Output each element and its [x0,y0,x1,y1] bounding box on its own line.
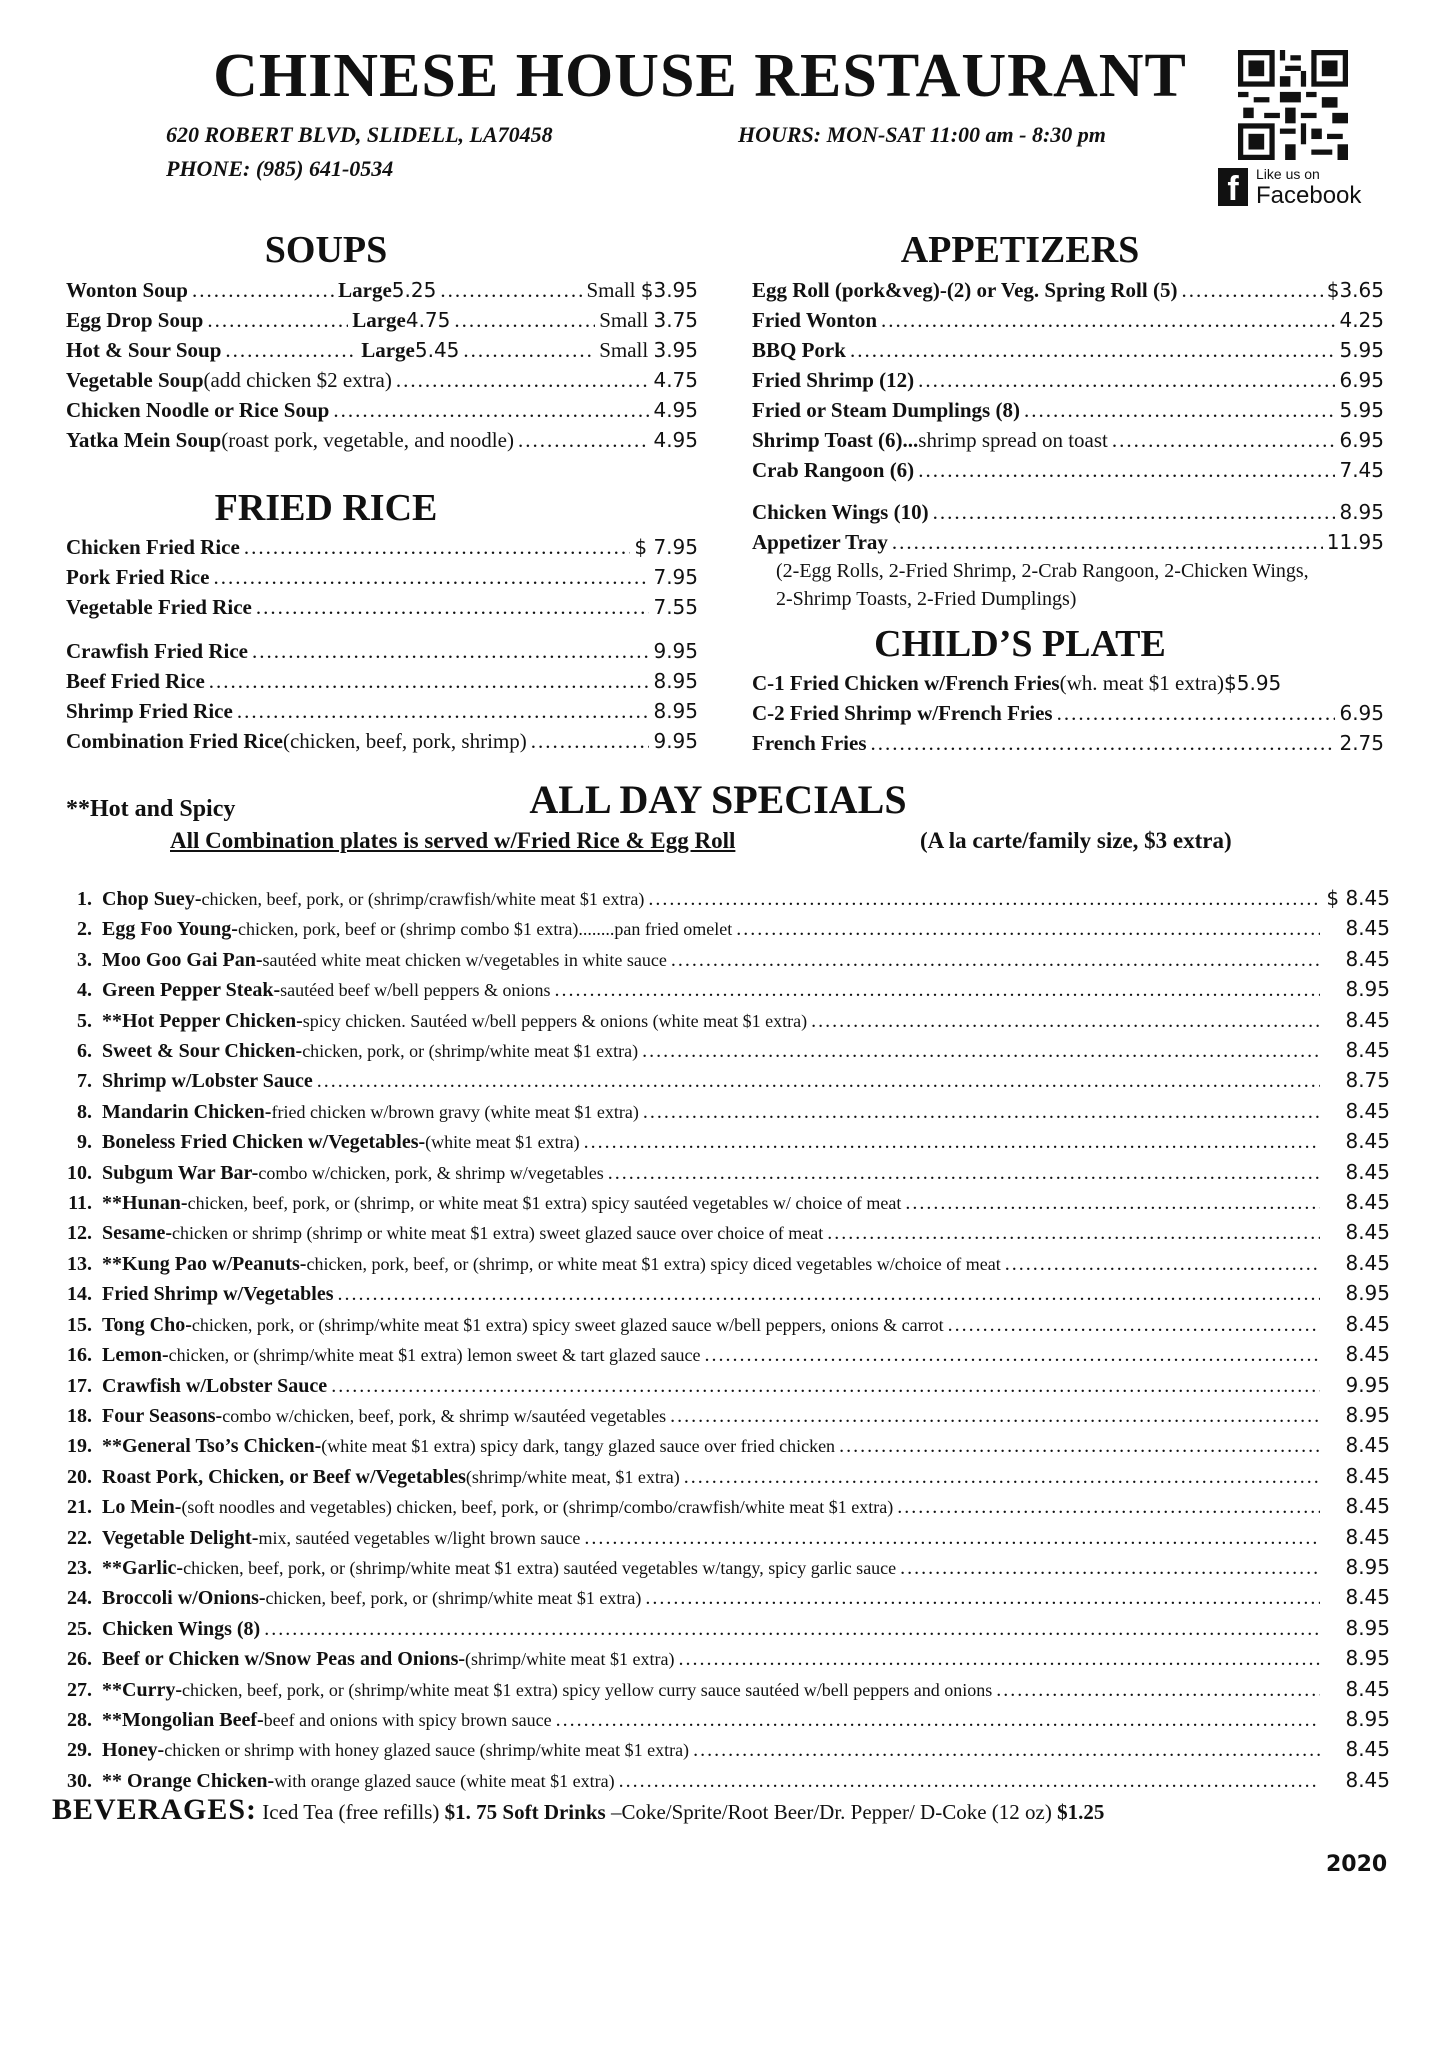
item-desc: chicken or shrimp (shrimp or white meat $1 extra) sweet glazed sauce over choice of meat [171,1223,824,1244]
large-label: Large [338,278,392,302]
item-number: 24. [67,1587,92,1610]
item-price: 9.95 [653,729,698,753]
beverages-title: BEVERAGES: [52,1793,258,1826]
item-price: 8.75 [1345,1068,1390,1093]
item-price: 8.45 [1345,1220,1390,1245]
item-name: Lo Mein- [102,1496,182,1519]
list-item [30,1735,1390,1765]
item-price: 8.95 [1345,1402,1390,1427]
list-item [66,395,698,425]
item-price: 8.45 [1345,1007,1390,1032]
item-number: 21. [67,1496,92,1519]
item-name: Subgum War Bar- [102,1161,259,1184]
item-price: 8.95 [1345,977,1390,1002]
small-label: Small [586,278,636,302]
item-number: 27. [67,1678,92,1701]
item-desc: fried chicken w/brown gravy (white meat $1 extra) [271,1101,639,1122]
item-price: 8.45 [1345,1098,1390,1123]
item-name: Egg Foo Young- [102,918,238,941]
item-name: Egg Drop Soup [66,308,204,332]
item-number: 26. [67,1648,92,1671]
list-item [30,1644,1390,1674]
large-price: 5.25 [391,278,437,302]
iced-tea: Iced Tea (free refills) [257,1800,445,1824]
list-item [30,1036,1390,1066]
item-price: $ 8.45 [1326,886,1390,910]
facebook-icon[interactable]: f [1218,168,1248,206]
list-item [66,726,698,756]
item-name: **Hot Pepper Chicken- [102,1009,303,1032]
item-name: **Kung Pao w/Peanuts- [102,1252,307,1275]
item-number: 5. [77,1009,92,1032]
item-price: 6.95 [1339,701,1384,725]
list-item [66,592,698,622]
list-item [66,666,698,696]
item-number: 15. [67,1313,92,1336]
item-price: 7.55 [653,595,698,619]
list-item [30,1218,1390,1248]
item-price: $ 7.95 [634,535,698,559]
item-desc: chicken or shrimp with honey glazed sauce (shrimp/white meat $1 extra) [164,1740,690,1761]
item-desc: chicken, or (shrimp/white meat $1 extra) lemon sweet & tart glazed sauce [168,1345,701,1366]
menu-year: 2020 [1326,1852,1388,1877]
item-number: 2. [77,918,92,941]
list-item [66,562,698,592]
item-name: Fried or Steam Dumplings (8) [752,398,1020,422]
item-number: 6. [77,1040,92,1063]
list-item [752,455,1384,485]
item-price: 7.45 [1339,458,1384,482]
item-number: 7. [77,1070,92,1093]
item-desc: (white meat $1 extra) [425,1132,580,1153]
item-price: 8.45 [1345,1767,1390,1792]
item-name: Yatka Mein Soup [66,428,222,452]
facebook-link[interactable]: Facebook [1256,182,1362,209]
item-price: 4.95 [653,428,698,452]
list-item [30,1523,1390,1553]
hours: HOURS: MON-SAT 11:00 am - 8:30 pm [738,122,1106,147]
item-name: Honey- [102,1739,165,1762]
item-name: Sesame- [102,1222,172,1245]
list-item [752,497,1384,527]
list-item [66,365,698,395]
item-number: 4. [77,979,92,1002]
list-item [30,1188,1390,1218]
list-item [752,425,1384,455]
item-price: 8.95 [653,699,698,723]
item-number: 14. [67,1283,92,1306]
item-price: 8.45 [1345,1250,1390,1275]
fried-rice-title: FRIED RICE [214,487,438,529]
item-name: Shrimp Toast (6)... [752,428,919,452]
item-name: ** Orange Chicken- [102,1769,275,1792]
item-name: Mandarin Chicken- [102,1100,272,1123]
specials-title: ALL DAY SPECIALS [529,777,907,822]
list-item [30,1614,1390,1644]
item-name: Vegetable Delight- [102,1526,259,1549]
item-price: 8.45 [1345,1190,1390,1215]
list-item [30,1553,1390,1583]
item-name: **General Tso’s Chicken- [102,1435,322,1458]
item-price: 8.95 [1345,1615,1390,1640]
item-name: C-2 Fried Shrimp w/French Fries [752,701,1053,725]
list-item [30,1401,1390,1431]
item-price: 8.45 [1345,1311,1390,1336]
item-number: 1. [77,888,92,910]
item-price: 8.45 [1345,1159,1390,1184]
item-price: 4.75 [653,368,698,392]
item-price: 8.45 [1345,1494,1390,1519]
list-item [66,532,698,562]
list-item [30,1127,1390,1157]
item-desc: combo w/chicken, pork, & shrimp w/vegetables [258,1162,604,1183]
item-name: Green Pepper Steak- [102,979,281,1002]
item-number: 30. [67,1769,92,1792]
item-name: Fried Wonton [752,308,878,332]
tray-note: 2-Shrimp Toasts, 2-Fried Dumplings) [776,588,1077,610]
iced-tea-price: $1. 75 [444,1800,498,1824]
list-item [66,335,698,365]
item-price: 5.95 [1339,398,1384,422]
list-item [30,1371,1390,1401]
list-item [30,1583,1390,1613]
list-item [66,275,698,305]
item-desc: (add chicken $2 extra) [203,368,392,392]
large-price: 5.45 [414,338,460,362]
small-label: Small [599,338,649,362]
item-number: 20. [67,1465,92,1488]
list-item [30,945,1390,975]
item-desc: chicken, beef, pork, or (shrimp/crawfish/white meat $1 extra) [201,889,645,909]
item-name: Crawfish w/Lobster Sauce [102,1374,328,1397]
item-number: 16. [67,1344,92,1367]
item-price: 8.95 [1345,1646,1390,1671]
item-desc: (roast pork, vegetable, and noodle) [221,428,514,452]
qr-code-icon[interactable] [1238,50,1348,160]
item-number: 18. [67,1404,92,1427]
item-name: Wonton Soup [66,278,188,302]
item-name: Tong Cho- [102,1313,192,1336]
list-item [30,1097,1390,1127]
appetizers-title: APPETIZERS [900,229,1140,271]
list-item [752,335,1384,365]
list-item [30,1310,1390,1340]
item-name: Crawfish Fried Rice [66,639,248,663]
soups-list [66,275,698,455]
soft-drinks-price: $1.25 [1057,1800,1105,1824]
item-desc: (white meat $1 extra) spicy dark, tangy glazed sauce over fried chicken [321,1436,836,1457]
appetizers-list [752,275,1384,613]
item-desc: sautéed beef w/bell peppers & onions [280,980,551,1001]
item-name: Sweet & Sour Chicken- [102,1040,303,1063]
item-price: 8.45 [1345,1676,1390,1701]
item-price: 11.95 [1326,530,1384,554]
item-price: 8.45 [1345,916,1390,941]
item-desc: chicken, beef, pork, or (shrimp/white meat $1 extra) [265,1588,642,1609]
item-name: Fried Shrimp (12) [752,368,915,392]
item-desc: (shrimp/white meat $1 extra) [465,1649,675,1670]
item-number: 19. [67,1435,92,1458]
item-name: Lemon- [102,1344,169,1367]
item-desc: spicy chicken. Sautéed w/bell peppers & onions (white meat $1 extra) [302,1010,808,1031]
item-number: 25. [67,1617,92,1640]
item-price: 8.45 [1345,1129,1390,1154]
childs-plate-title: CHILD’S PLATE [874,623,1166,665]
item-desc: chicken, pork, beef or (shrimp combo $1 extra)........pan fried omelet [237,919,733,940]
item-number: 11. [68,1192,92,1215]
item-number: 22. [67,1526,92,1549]
small-price: 3.95 [653,338,698,362]
list-item [66,636,698,666]
item-name: Fried Shrimp w/Vegetables [102,1283,334,1306]
item-name: Beef Fried Rice [66,669,205,693]
item-name: Roast Pork, Chicken, or Beef w/Vegetables [102,1465,466,1488]
item-name: Chicken Wings (8) [102,1617,261,1640]
combo-note: All Combination plates is served w/Fried Rice & Egg Roll [170,828,736,853]
item-name: C-1 Fried Chicken w/French Fries [752,671,1060,695]
item-number: 12. [67,1222,92,1245]
item-price: 8.45 [1345,1585,1390,1610]
item-price: 6.95 [1339,428,1384,452]
item-desc: combo w/chicken, beef, pork, & shrimp w/sautéed vegetables [222,1405,667,1426]
item-price: 8.45 [1345,946,1390,971]
item-name: Chicken Noodle or Rice Soup [66,398,330,422]
beverages-line [52,1792,1104,1830]
list-item [752,698,1384,728]
item-desc: with orange glazed sauce (white meat $1 extra) [274,1770,615,1791]
item-name: Vegetable Soup [66,368,204,392]
item-number: 9. [77,1131,92,1154]
item-price: 2.75 [1339,731,1384,755]
item-price: $3.65 [1326,278,1384,302]
item-name: Broccoli w/Onions- [102,1587,266,1610]
item-name: **Garlic- [102,1556,184,1579]
list-item [66,425,698,455]
item-desc: chicken, beef, pork, or (shrimp/white meat $1 extra) sautéed vegetables w/tangy, spicy garlic sauce [183,1557,897,1578]
large-label: Large [352,308,406,332]
list-item [752,728,1384,758]
phone: PHONE: (985) 641-0534 [166,156,394,181]
item-name: Beef or Chicken w/Snow Peas and Onions- [102,1648,466,1671]
list-item [30,1340,1390,1370]
item-name: Chicken Wings (10) [752,500,929,524]
list-item [752,668,1384,698]
item-name: **Curry- [102,1678,182,1701]
item-name: Crab Rangoon (6) [752,458,915,482]
item-price: 8.95 [1345,1281,1390,1306]
list-item [30,1705,1390,1735]
tray-note: (2-Egg Rolls, 2-Fried Shrimp, 2-Crab Rangoon, 2-Chicken Wings, [776,560,1309,582]
hot-spicy-note: **Hot and Spicy [66,796,236,822]
small-label: Small [599,308,649,332]
item-price: 8.95 [653,669,698,693]
item-desc: chicken, beef, pork, or (shrimp/white meat $1 extra) spicy yellow curry sauce sautéed w/bell peppers and onions [181,1679,993,1700]
list-item [752,365,1384,395]
item-name: Chop Suey- [102,888,202,910]
item-name: Egg Roll (pork&veg)-(2) or Veg. Spring Roll (5) [752,278,1178,302]
item-price: 8.45 [1345,1342,1390,1367]
list-item [66,696,698,726]
item-price: 9.95 [653,639,698,663]
list-item [30,884,1390,914]
item-price: 8.95 [1345,1554,1390,1579]
item-name: Chicken Fried Rice [66,535,240,559]
item-name: **Hunan- [102,1192,188,1215]
item-price: 9.95 [1345,1372,1390,1397]
item-desc: beef and onions with spicy brown sauce [263,1709,552,1730]
list-item [752,305,1384,335]
list-item [30,914,1390,944]
item-desc: (chicken, beef, pork, shrimp) [282,729,527,753]
restaurant-title: CHINESE HOUSE RESTAURANT [213,42,1187,110]
item-name: BBQ Pork [752,338,846,362]
item-number: 8. [77,1100,92,1123]
small-price: 3.75 [653,308,699,332]
item-number: 3. [77,948,92,971]
item-desc: (shrimp/white meat, $1 extra) [465,1466,680,1487]
item-number: 28. [67,1708,92,1731]
list-item [30,1492,1390,1522]
childs-plate-list [752,668,1384,758]
item-price: 8.45 [1345,1463,1390,1488]
item-price: 5.95 [1339,338,1384,362]
item-desc: (soft noodles and vegetables) chicken, beef, pork, or (shrimp/combo/crawfish/white meat $1 extra) [181,1497,894,1518]
item-desc: sautéed white meat chicken w/vegetables in white sauce [262,949,667,970]
soft-drinks-desc: –Coke/Sprite/Root Beer/Dr. Pepper/ D-Coke (12 oz) [605,1800,1058,1824]
list-item [30,1431,1390,1461]
specials-list [30,884,1390,1796]
family-size-note: (A la carte/family size, $3 extra) [920,828,1232,853]
item-name: Four Seasons- [102,1404,223,1427]
item-number: 29. [67,1739,92,1762]
item-name: Shrimp Fried Rice [66,699,233,723]
large-price: 4.75 [405,308,451,332]
item-number: 13. [67,1252,92,1275]
item-desc: (wh. meat $1 extra) [1059,671,1225,695]
list-item [752,395,1384,425]
item-name: Appetizer Tray [752,530,888,554]
item-price: 8.45 [1345,1038,1390,1063]
list-item [30,1066,1390,1096]
item-price: 4.95 [653,398,698,422]
item-name: Shrimp w/Lobster Sauce [102,1070,313,1093]
item-name: Hot & Sour Soup [66,338,222,362]
item-name: Combination Fried Rice [66,729,283,753]
soups-title: SOUPS [264,229,388,271]
list-item [30,1462,1390,1492]
item-name: Boneless Fried Chicken w/Vegetables- [102,1131,426,1154]
item-desc: mix, sautéed vegetables w/light brown sauce [258,1527,581,1548]
item-price: 6.95 [1339,368,1384,392]
item-name: **Mongolian Beef- [102,1708,264,1731]
list-item [30,1006,1390,1036]
item-price: 8.95 [1345,1706,1390,1731]
list-item [30,1158,1390,1188]
item-price: 4.25 [1339,308,1384,332]
item-desc: chicken, pork, or (shrimp/white meat $1 extra) [302,1041,639,1062]
item-price: 8.95 [1339,500,1384,524]
fried-rice-list [66,532,698,756]
item-name: French Fries [752,731,867,755]
item-price: 8.45 [1345,1433,1390,1458]
list-item [66,305,698,335]
item-desc: chicken, beef, pork, or (shrimp, or white meat $1 extra) spicy sautéed vegetables w/ choice of meat [187,1193,902,1214]
address: 620 ROBERT BLVD, SLIDELL, LA70458 [166,122,553,147]
item-number: 23. [67,1556,92,1579]
list-item [752,527,1384,557]
item-price: 8.45 [1345,1737,1390,1762]
item-price: 8.45 [1345,1524,1390,1549]
list-item [30,1279,1390,1309]
item-number: 10. [67,1161,92,1184]
item-name: Vegetable Fried Rice [66,595,252,619]
soft-drinks-label: Soft Drinks [497,1800,606,1824]
list-item [752,275,1384,305]
list-item [30,975,1390,1005]
small-price: $3.95 [640,278,699,302]
list-item [30,1249,1390,1279]
item-desc: chicken, pork, beef, or (shrimp, or white meat $1 extra) spicy diced vegetables w/choice of meat [306,1253,1001,1274]
item-desc: chicken, pork, or (shrimp/white meat $1 extra) spicy sweet glazed sauce w/bell peppers, onions & carrot [191,1314,944,1335]
list-item [30,1675,1390,1705]
item-number: 17. [67,1374,92,1397]
large-label: Large [361,338,415,362]
item-price: 7.95 [653,565,698,589]
item-price: $5.95 [1224,671,1282,695]
item-name: Moo Goo Gai Pan- [102,948,263,971]
item-name: Pork Fried Rice [66,565,210,589]
facebook-like-text: Like us on [1256,166,1320,182]
item-desc: shrimp spread on toast [918,428,1108,452]
